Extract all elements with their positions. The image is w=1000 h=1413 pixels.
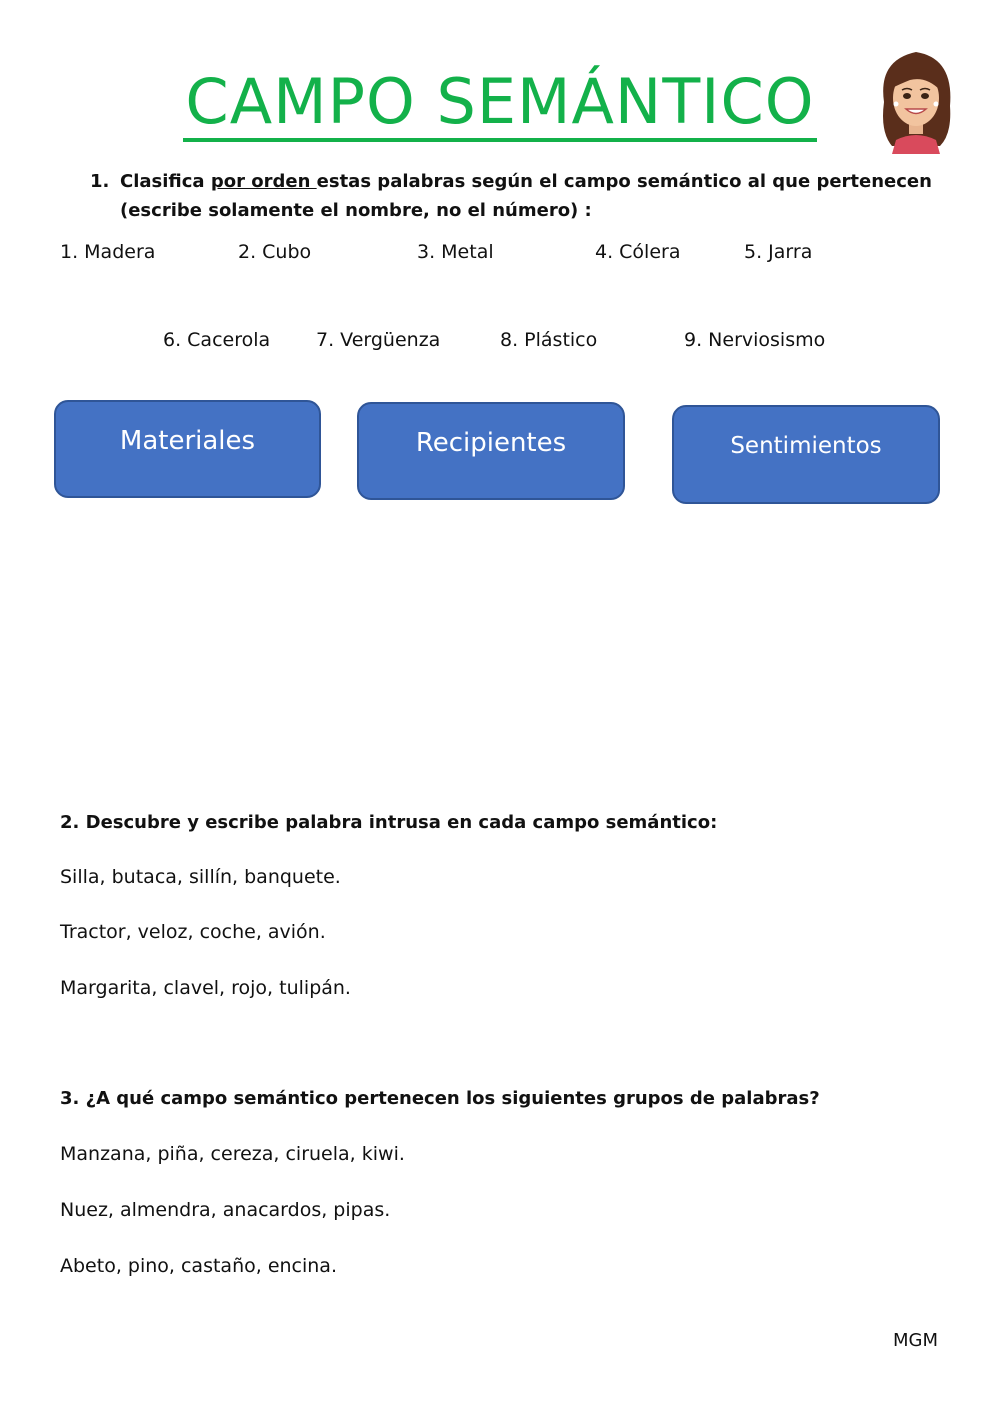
word-item: 3. Metal bbox=[417, 241, 494, 263]
q1-instruction-line2: (escribe solamente el nombre, no el número) : bbox=[120, 200, 592, 221]
category-label: Sentimientos bbox=[730, 433, 882, 459]
q2-line: Silla, butaca, sillín, banquete. bbox=[60, 866, 341, 888]
category-label: Materiales bbox=[119, 426, 256, 456]
category-recipientes[interactable] bbox=[357, 402, 625, 500]
word-item: 6. Cacerola bbox=[163, 329, 271, 351]
q2-line: Tractor, veloz, coche, avión. bbox=[60, 921, 326, 943]
word-item: 5. Jarra bbox=[744, 241, 813, 263]
word-item: 9. Nerviosismo bbox=[684, 329, 826, 351]
category-label: Recipientes bbox=[415, 428, 567, 458]
page-title bbox=[0, 62, 1000, 142]
word-item: 1. Madera bbox=[60, 241, 156, 263]
q1-number: 1. bbox=[90, 171, 110, 192]
q1-underlined: por orden bbox=[210, 171, 317, 192]
q2-line: Margarita, clavel, rojo, tulipán. bbox=[60, 977, 351, 999]
word-item: 2. Cubo bbox=[238, 241, 312, 263]
q1-instruction bbox=[90, 167, 940, 225]
word-item: 7. Vergüenza bbox=[316, 329, 441, 351]
signature: MGM bbox=[893, 1330, 939, 1351]
word-item: 4. Cólera bbox=[595, 241, 681, 263]
q3-line: Nuez, almendra, anacardos, pipas. bbox=[60, 1199, 391, 1221]
word-item: 8. Plástico bbox=[500, 329, 598, 351]
q1-text-after: estas palabras según el campo semántico al que pertenecen bbox=[316, 171, 932, 192]
q1-instruction-line1 bbox=[90, 167, 940, 196]
avatar bbox=[874, 42, 958, 154]
q3-line: Manzana, piña, cereza, ciruela, kiwi. bbox=[60, 1143, 405, 1165]
page-title-text: CAMPO SEMÁNTICO bbox=[183, 65, 816, 142]
q3-heading: 3. ¿A qué campo semántico pertenecen los siguientes grupos de palabras? bbox=[60, 1088, 820, 1109]
category-materiales[interactable] bbox=[54, 400, 321, 498]
q3-line: Abeto, pino, castaño, encina. bbox=[60, 1255, 337, 1277]
category-sentimientos[interactable] bbox=[672, 405, 940, 504]
q1-text-before: Clasifica bbox=[120, 171, 211, 192]
q2-heading: 2. Descubre y escribe palabra intrusa en cada campo semántico: bbox=[60, 812, 718, 833]
